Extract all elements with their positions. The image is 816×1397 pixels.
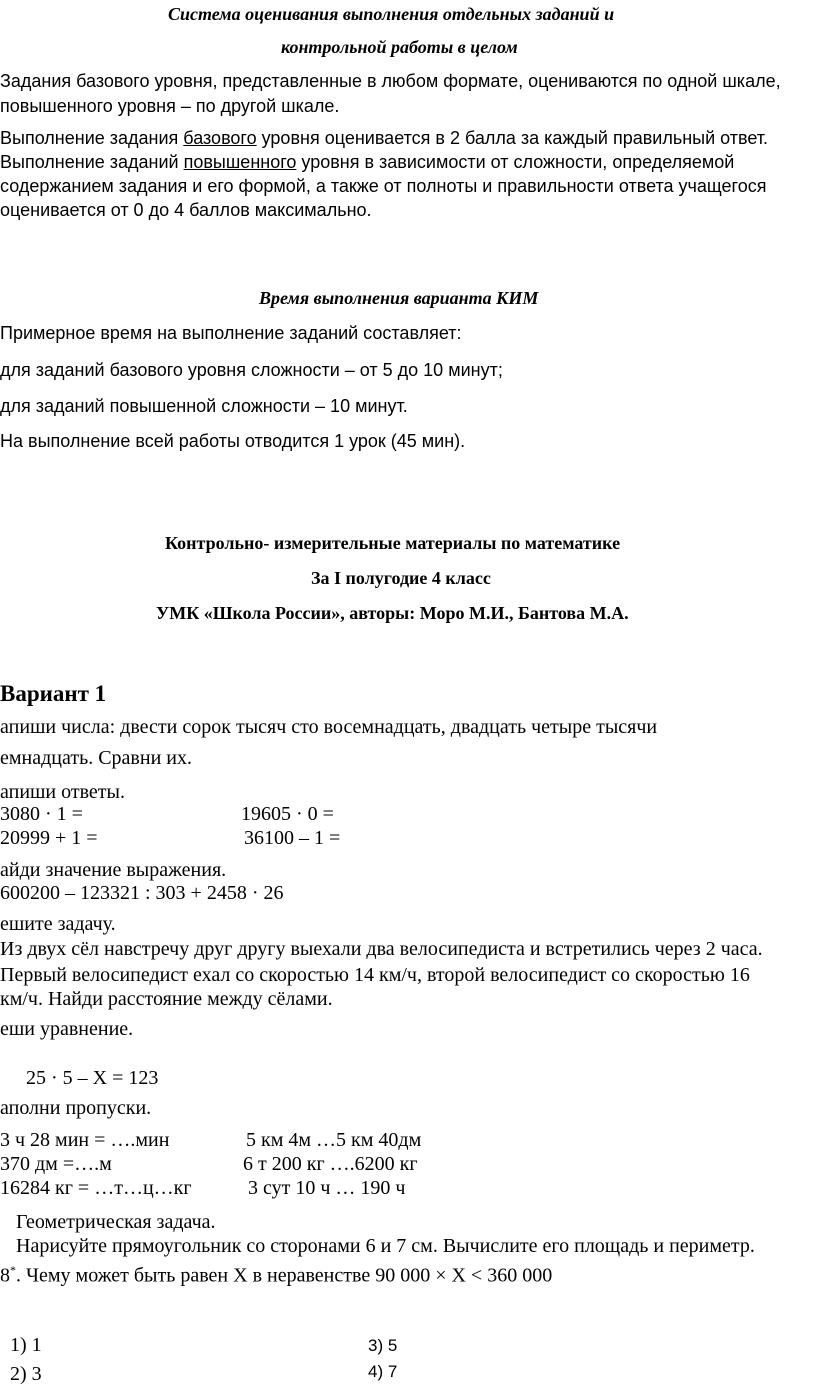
task7-line: Нарисуйте прямоугольник со сторонами 6 и 7 см. Вычислите его площадь и периметр. [16, 1235, 755, 1257]
criteria-para2-line2-start: Выполнение заданий [0, 152, 184, 172]
task8-star: * [10, 1263, 16, 1277]
task6-item-c: 370 дм =….м [0, 1153, 112, 1175]
task8-number: 8 [0, 1264, 10, 1287]
kim-title-line3: УМК «Школа России», авторы: Моро М.И., Бантова М.А. [156, 603, 629, 623]
task6-item-d: 6 т 200 кг ….6200 кг [243, 1153, 418, 1175]
kim-title-line1: Контрольно- измерительные материалы по математике [165, 533, 621, 553]
criteria-para2-line2-end: уровня в зависимости от сложности, определяемой [296, 152, 735, 172]
task6-item-f: 3 сут 10 ч … 190 ч [248, 1177, 406, 1199]
timing-title: Время выполнения варианта КИМ [259, 288, 539, 308]
task1-line1: апиши числа: двести сорок тысяч сто восемнадцать, двадцать четыре тысячи [0, 716, 658, 738]
task8-option-2: 2) 3 [10, 1363, 42, 1385]
task4-line1: Из двух сёл навстречу друг другу выехали два велосипедиста и встретились через 2 часа. [0, 938, 763, 960]
task2-item-d: 36100 – 1 = [244, 827, 341, 849]
variant-title: Вариант 1 [0, 681, 107, 706]
task6-item-b: 5 км 4м …5 км 40дм [246, 1129, 422, 1151]
task2-title: апиши ответы. [0, 781, 125, 803]
criteria-para2-line2 [0, 149, 734, 175]
task8-text: . Чему может быть равен Х в неравенстве 90 000 × Х < 360 000 [16, 1264, 553, 1287]
criteria-para1-line2: повышенного уровня – по другой шкале. [0, 96, 340, 116]
criteria-title-line1: Система оценивания выполнения отдельных заданий и [168, 4, 615, 24]
task4-line3: км/ч. Найди расстояние между сёлами. [0, 988, 333, 1010]
timing-line3: для заданий повышенной сложности – 10 минут. [0, 396, 408, 416]
criteria-para2-line1-end: уровня оценивается в 2 балла за каждый правильный ответ. [256, 128, 769, 148]
criteria-para1-line1: Задания базового уровня, представленные в любом формате, оцениваются по одной шкале, [0, 71, 781, 91]
task2-item-c: 20999 + 1 = [0, 827, 98, 849]
criteria-para2-line3: содержанием задания и его формой, а также от полноты и правильности ответа учащегося [0, 176, 767, 196]
task8-option-1: 1) 1 [10, 1334, 42, 1356]
task8-option-4: 4) 7 [368, 1362, 398, 1381]
kim-title-line2: За I полугодие 4 класс [311, 568, 491, 588]
task2-item-a: 3080 · 1 = [0, 803, 83, 825]
task8-option-3: 3) 5 [368, 1336, 398, 1355]
task2-item-b: 19605 · 0 = [241, 803, 334, 825]
task4-line2: Первый велосипедист ехал со скоростью 14 км/ч, второй велосипедист со скоростью 16 [0, 964, 750, 986]
task5-title: еши уравнение. [0, 1018, 134, 1040]
task4-title: ешите задачу. [0, 913, 116, 935]
criteria-para2-line1-start: Выполнение задания [0, 128, 184, 148]
criteria-title-line2: контрольной работы в целом [281, 37, 518, 57]
task1-line2: емнадцать. Сравни их. [0, 747, 192, 769]
timing-line1: Примерное время на выполнение заданий составляет: [0, 323, 462, 343]
task3-expression: 600200 – 123321 : 303 + 2458 · 26 [0, 882, 284, 904]
task6-item-e: 16284 кг = …т…ц…кг [0, 1177, 192, 1199]
task8-line [0, 1258, 552, 1289]
timing-line2: для заданий базового уровня сложности – от 5 до 10 минут; [0, 360, 503, 380]
underlined-base-level: базового [183, 128, 257, 148]
task7-title: Геометрическая задача. [16, 1211, 216, 1233]
task6-item-a: 3 ч 28 мин = ….мин [0, 1129, 170, 1151]
task5-equation: 25 · 5 – Х = 123 [26, 1067, 159, 1089]
criteria-para2-line4: оценивается от 0 до 4 баллов максимально. [0, 200, 372, 220]
task3-title: айди значение выражения. [0, 859, 227, 881]
criteria-para2-line1 [0, 125, 768, 151]
task6-title: аполни пропуски. [0, 1097, 152, 1119]
underlined-advanced-level: повышенного [183, 152, 297, 172]
timing-line4: На выполнение всей работы отводится 1 урок (45 мин). [0, 431, 466, 451]
